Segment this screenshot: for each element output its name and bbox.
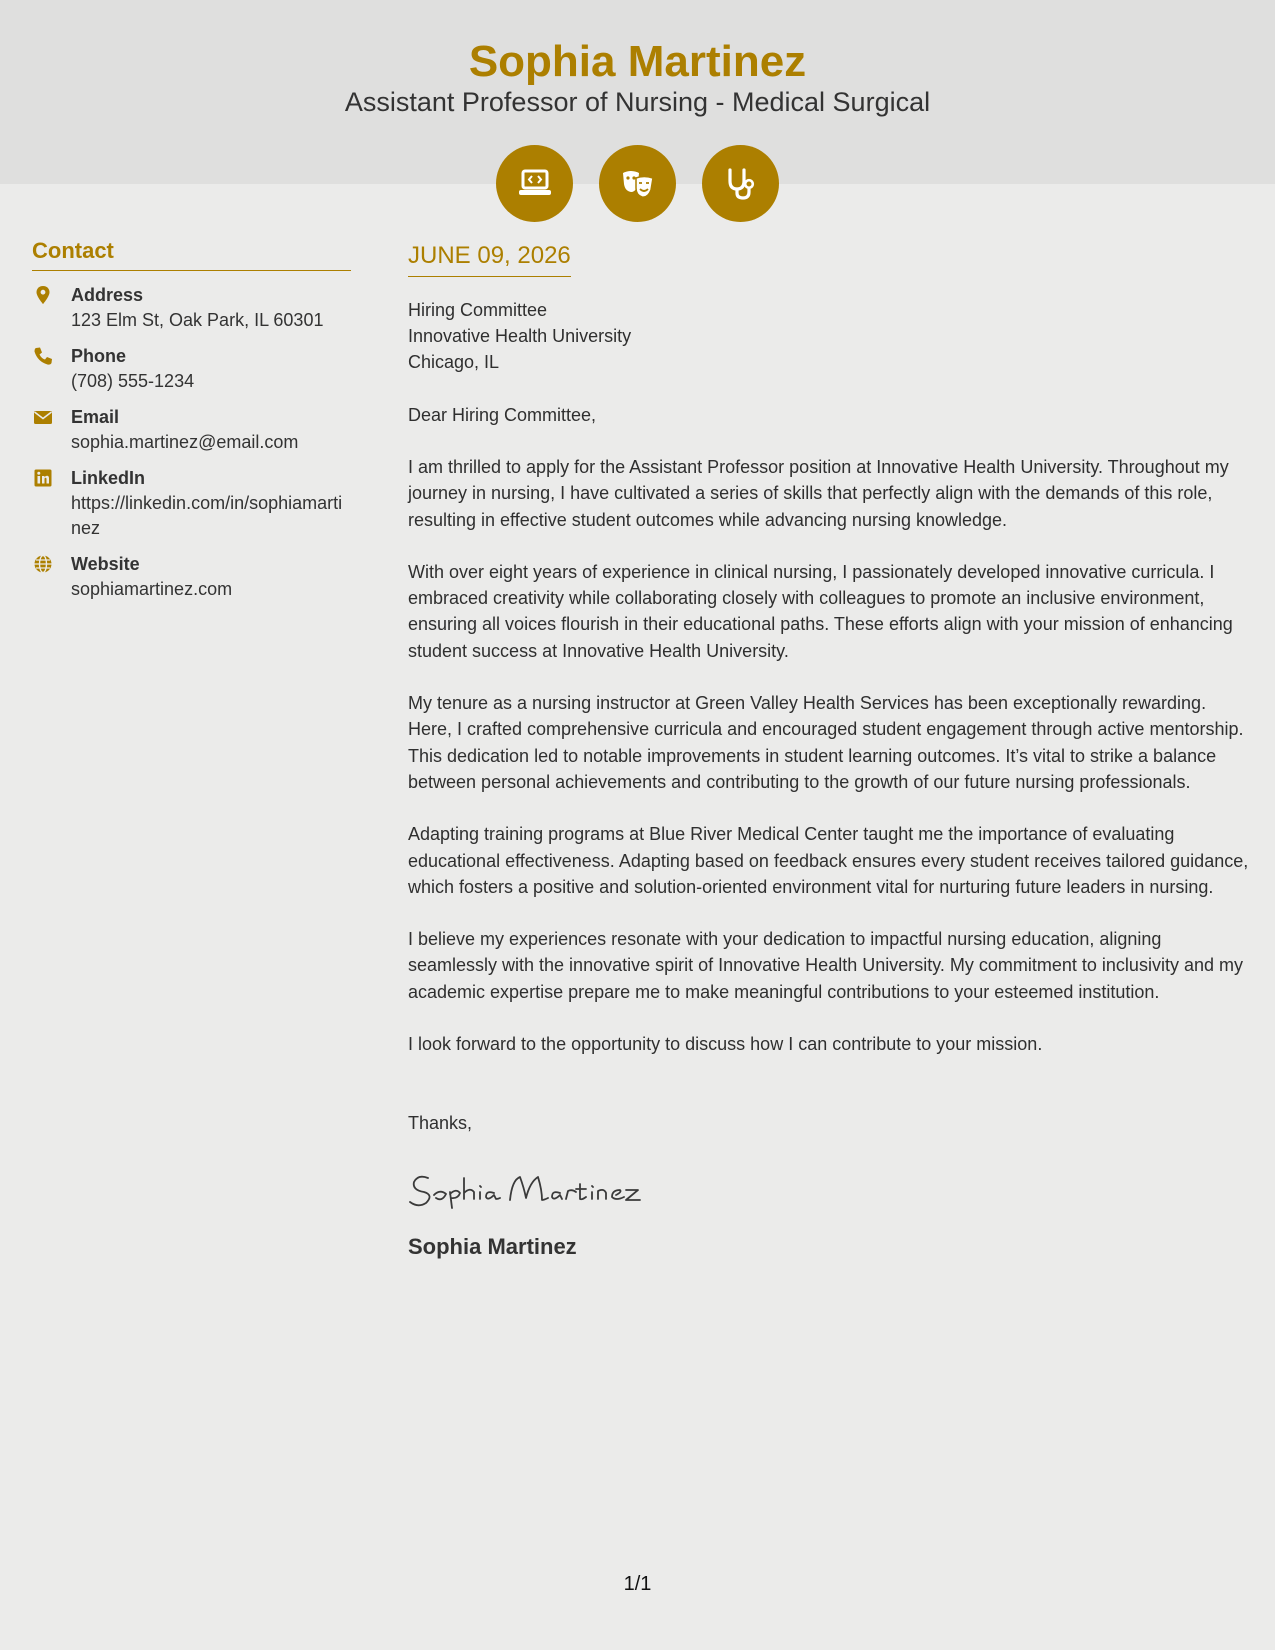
paragraph: I am thrilled to apply for the Assistant Professor position at Innovative Health University. Throughout my journey in nursing, I have cultivated a series of skills that perfectly align with the demands of this role, resulting in effective student outcomes while advancing nursing knowledge.	[408, 457, 1229, 530]
contact-sidebar	[32, 236, 351, 613]
contact-label: Website	[71, 554, 140, 574]
envelope-icon	[33, 407, 53, 427]
paragraph: I look forward to the opportunity to discuss how I can contribute to your mission.	[408, 1034, 1043, 1055]
contact-label: Phone	[71, 346, 127, 366]
page-number: 1/1	[623, 1573, 652, 1595]
stethoscope-icon	[702, 145, 779, 222]
paragraph: I believe my experiences resonate with your dedication to impactful nursing education, aligning seamlessly with the innovative spirit of Innovative Health University. My commitment to inclusivity and my academic expertise prepare me to make meaningful contributions to your esteemed institution.	[408, 929, 1243, 1002]
closing: Thanks,	[408, 1113, 473, 1134]
greeting: Dear Hiring Committee,	[408, 405, 597, 425]
header-icons	[0, 145, 1275, 222]
contact-item-address	[32, 283, 351, 333]
recipient-line: Innovative Health University	[408, 326, 632, 346]
contact-item-website	[32, 552, 351, 602]
recipient-line: Hiring Committee	[408, 300, 548, 320]
paragraph: My tenure as a nursing instructor at Green Valley Health Services has been exceptionally rewarding. Here, I crafted comprehensive curricula and encouraged student engagement through active mentorship. This dedication led to notable improvements in student learning outcomes. It’s vital to strike a balance between personal achievements and contributing to the growth of our future nursing professionals.	[408, 693, 1244, 792]
contact-value: https://linkedin.com/in/sophiamartinez	[71, 493, 343, 538]
letter-body	[408, 240, 1253, 1262]
signature-image	[408, 1162, 678, 1210]
contact-value: sophia.martinez@email.com	[71, 432, 299, 452]
contact-value: (708) 555-1234	[71, 371, 195, 391]
phone-icon	[33, 346, 53, 366]
contact-label: Email	[71, 407, 120, 427]
linkedin-icon	[33, 468, 53, 488]
paragraph: With over eight years of experience in clinical nursing, I passionately developed innovative curricula. I embraced creativity while collaborating closely with colleagues to promote an inclusive environment, ensuring all voices flourish in their educational paths. These efforts align with your mission of enhancing student success at Innovative Health University.	[408, 561, 1233, 661]
contact-item-linkedin	[32, 466, 351, 541]
map-marker-icon	[33, 285, 53, 305]
signed-name: Sophia Martinez	[408, 1234, 577, 1260]
contact-item-phone	[32, 344, 351, 394]
contact-label: Address	[71, 285, 144, 305]
contact-label: LinkedIn	[71, 468, 146, 488]
recipient-line: Chicago, IL	[408, 352, 500, 372]
contact-value: 123 Elm St, Oak Park, IL 60301	[71, 310, 324, 330]
contact-item-email	[32, 405, 351, 455]
globe-icon	[33, 554, 53, 574]
contact-value: sophiamartinez.com	[71, 579, 233, 599]
laptop-code-icon	[496, 145, 573, 222]
contact-heading: Contact	[32, 236, 351, 271]
theater-masks-icon	[599, 145, 676, 222]
candidate-name: Sophia Martinez	[468, 37, 807, 86]
job-title: Assistant Professor of Nursing - Medical Surgical	[344, 87, 931, 117]
letter-date: JUNE 09, 2026	[408, 240, 571, 277]
contact-list	[32, 283, 351, 602]
paragraph: Adapting training programs at Blue River Medical Center taught me the importance of evaluating educational effectiveness. Adapting based on feedback ensures every student receives tailored guidance, which fosters a positive and solution-oriented environment vital for nurturing future leaders in nursing.	[408, 824, 1249, 897]
recipient-block	[408, 297, 1253, 375]
